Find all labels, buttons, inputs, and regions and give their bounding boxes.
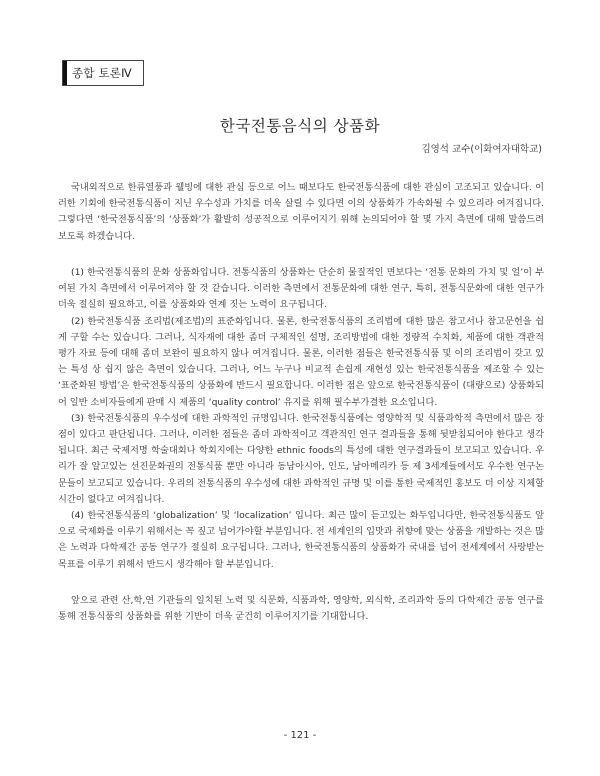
- page-title: 한국전통음식의 상품화: [219, 117, 381, 135]
- closing-text: 앞으로 관련 산,학,연 기관들의 일치된 노력 및 식문화, 식품과학, 영양학, 외식학, 조리과학 등의 다학제간 공동 연구를 통해 전통식품의 상품화를 위한 기반이 더욱 굳건히 이루어지기를 기대합니다.: [58, 595, 544, 623]
- list-item-2: (2) 한국전통식품 조리법(제조법)의 표준화입니다. 물론, 한국전통식품의 조리법에 대한 많은 참고서나 참고문헌을 쉽게 구할 수는 있습니다. 그러나, 식자재에 대한 좀더 구체적인 설명, 조리방법에 대한 정량적 수치화, 제품에 대한 객관적 평가 자료 등에 대해 좀더 보완이 필요하지 않나 여겨집니다. 물론, 이러한 점들은 한국전통식품 및 이의 조리법이 갖고 있는 특성 상 쉽지 않은 측면이 있습니다. 그러나, 어느 누구나 비교적 손쉽게 재현성 있는 한국전통식품을 제조할 수 있는 ‘표준화된 방법’은 한국전통식품의 상품화에 반드시 필요합니다. 이러한 점은 앞으로 한국전통식품이 (대량으로) 상품화되어 일반 소비자들에게 판매 시 제품의 ‘quality control’ 유지를 위해 필수부가결한 요소입니다.: [58, 315, 544, 408]
- intro-paragraph: [58, 180, 544, 245]
- list-item-1: (1) 한국전통식품의 문화 상품화입니다. 전통식품의 상품화는 단순히 물질적인 면보다는 ‘전통 문화의 가치 및 얼’이 부여된 가치 측면에서 이루어져야 할 것 같습니다. 이러한 측면에서 전통문화에 대한 연구, 특히, 전통식문화에 대한 연구가 더욱 절실히 필요하고, 이를 상품화와 연계 짓는 노력이 요구됩니다.: [58, 267, 544, 311]
- section-tag-label: 종합 토론Ⅳ: [72, 66, 132, 80]
- closing-paragraph: [58, 593, 544, 625]
- list-item-3: (3) 한국전통식품의 우수성에 대한 과학적인 규명입니다. 한국전통식품에는 영양학적 및 식품과학적 측면에서 많은 장점이 있다고 판단됩니다. 그러나, 이러한 점들은 좀더 과학적이고 객관적인 연구 결과들을 통해 뒷받침되어야 한다고 생각됩니다. 최근 국제저명 학술대회나 학회지에는 다양한 ethnic foods의 특성에 대한 연구결과들이 보고되고 있습니다. 우리가 잘 알고있는 선진문화권의 전통식품 뿐만 아니라 동남아시아, 인도, 남아메리카 등 제 3세계들에서도 우수한 연구논문들이 보고되고 있습니다. 우리의 전통식품의 우수성에 대한 과학적인 규명 및 이를 통한 국제적인 홍보도 더 이상 지체할 시간이 없다고 여겨집니다.: [58, 412, 544, 505]
- list-item-4: (4) 한국전통식품의 ‘globalization’ 및 ‘localization’ 입니다. 최근 많이 듣고있는 화두입니다만, 한국전통식품도 앞으로 국제화를 이루기 위해서는 꼭 짚고 넘어가야할 부분입니다. 전 세계인의 입맛과 취향에 맞는 상품을 개발하는 것은 많은 노력과 다학제간 공동 연구가 절실히 요구됩니다. 그러나, 한국전통식품의 상품화가 국내를 넘어 전세계에서 사랑받는 목표를 이루기 위해서 반드시 생각해야 할 부분입니다.: [58, 510, 544, 570]
- author-line: 김영석 교수(이화여자대학교): [421, 144, 542, 155]
- section-tag-bar: [63, 61, 67, 85]
- numbered-list: [58, 265, 544, 573]
- section-tag: [62, 60, 144, 86]
- intro-text: 국내외적으로 한류열풍과 웰빙에 대한 관심 등으로 어느 때보다도 한국전통식품에 대한 관심이 고조되고 있습니다. 이러한 기회에 한국전통식품이 지닌 우수성과 가치를 더욱 살릴 수 있다면 이의 상품화가 가속화될 수 있으리라 여겨집니다. 그렇다면 ‘한국전통식품’의 ‘상품화’가 활발히 성공적으로 이루어지기 위해 논의되어야 할 몇 가지 측면에 대해 말씀드려 보도록 하겠습니다.: [58, 182, 544, 242]
- page-number: - 121 -: [283, 730, 317, 741]
